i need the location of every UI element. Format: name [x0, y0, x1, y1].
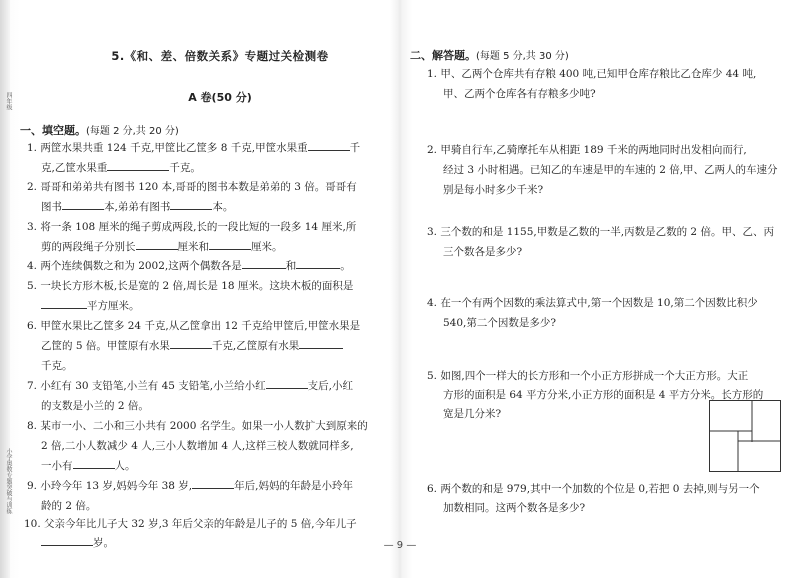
fill-question-7-line2 [41, 396, 149, 417]
q10-blank[interactable] [41, 533, 93, 546]
q5-text-2: 平方厘米。 [87, 300, 140, 312]
solve-question-6-line2: 加数相同。这两个数各是多少? [443, 502, 586, 514]
solve-question-1-line2: 甲、乙两个仓库各有存粮多少吨? [443, 88, 596, 100]
fill-heading-text: 一、填空题。 [20, 124, 86, 137]
q7-text-3: 的支数是小兰的 2 倍。 [41, 400, 149, 412]
q2-blank-1[interactable] [62, 197, 104, 210]
solve-question-3-line2: 三个数各是多少? [443, 246, 523, 258]
q5-text: 5. 一块长方形木板,长是宽的 2 倍,周长是 18 厘米。这块木板的面积是 [27, 280, 354, 292]
q1-text-tail: 千 [349, 142, 361, 154]
q3-text-4: 厘米。 [251, 241, 283, 253]
q7-text-2: 支后,小红 [307, 380, 353, 392]
q1-blank-2[interactable] [107, 158, 169, 171]
q2-text: 2. 哥哥和弟弟共有图书 120 本,哥哥的图书本数是弟弟的 3 倍。哥哥有 [27, 181, 357, 193]
q4-blank-1[interactable] [242, 256, 286, 269]
q4-text: 4. 两个连续偶数之和为 2002,这两个偶数各是 [27, 260, 242, 272]
q6-blank-2[interactable] [299, 336, 343, 349]
q8-text-2: 2 倍,二小人数减少 4 人,三小人数增加 4 人,这样三校人数就同样多, [41, 440, 354, 452]
q9-text: 9. 小玲今年 13 岁,妈妈今年 38 岁, [27, 480, 193, 492]
q8-blank[interactable] [73, 456, 115, 469]
fill-question-8-line1 [27, 416, 368, 437]
fill-question-2-line2 [41, 197, 233, 218]
q1-text-2-tail: 千克。 [169, 162, 201, 174]
solve-question-1-line1: 1. 甲、乙两个仓库共有存粮 400 吨,已知甲仓库存粮比乙仓库少 44 吨, [427, 68, 757, 80]
small-square [738, 431, 752, 441]
q8-text-4: 人。 [114, 460, 136, 472]
q10-text: 10. 父亲今年比儿子大 32 岁,3 年后父亲的年龄是儿子的 5 倍,今年儿子 [24, 518, 357, 530]
big-square [710, 401, 781, 472]
q8-text-3: 一小有 [41, 460, 73, 472]
fill-question-3-line1 [27, 217, 356, 238]
q7-blank[interactable] [266, 376, 308, 389]
solve-question-5-line1: 5. 如图,四个一样大的长方形和一个小正方形拼成一个大正方形。大正 [427, 370, 749, 382]
fill-question-5-line2 [41, 296, 140, 317]
fill-question-7-line1 [27, 376, 353, 397]
square-rectangles-figure [709, 400, 781, 472]
solve-heading-note: (每题 5 分,共 30 分) [476, 51, 569, 62]
q1-text-2: 克,乙筐水果重 [41, 162, 108, 174]
solve-question-5-line2: 方形的面积是 64 平方分米,小正方形的面积是 4 平方分米。长方形的 [443, 389, 764, 401]
side-series-label: 小学奥数专题突破与训练 [5, 448, 12, 514]
q9-text-2: 年后,妈妈的年龄是小玲年 [234, 480, 353, 492]
q9-blank[interactable] [192, 476, 234, 489]
solve-question-2-line1: 2. 甲骑自行车,乙骑摩托车从相距 189 千米的两地同时出发相向而行, [427, 144, 747, 156]
paper-a-subtitle: A 卷(50 分) [188, 91, 252, 104]
q4-text-3: 。 [340, 260, 351, 272]
q3-text-2: 剪的两段绳子分别长 [41, 241, 136, 253]
solve-heading-text: 二、解答题。 [410, 49, 476, 62]
solve-question-3-line1: 3. 三个数的和是 1155,甲数是乙数的一半,丙数是乙数的 2 倍。甲、乙、丙 [427, 226, 774, 238]
q6-text: 6. 甲筐水果比乙筐多 24 千克,从乙筐拿出 12 千克给甲筐后,甲筐水果是 [27, 320, 361, 332]
q6-text-4: 千克。 [41, 360, 73, 372]
fill-question-1-line2 [41, 158, 201, 179]
q3-text-3: 厘米和 [177, 241, 209, 253]
q6-text-2: 乙筐的 5 倍。甲筐原有水果 [41, 340, 170, 352]
solve-section-heading [410, 47, 569, 63]
fill-heading-note: (每题 2 分,共 20 分) [86, 126, 179, 137]
fill-question-4 [27, 256, 351, 277]
q1-blank-1[interactable] [308, 138, 350, 151]
q2-text-3: 本,弟弟有图书 [104, 201, 171, 213]
q5-blank[interactable] [41, 296, 87, 309]
q2-text-2: 图书 [41, 201, 62, 213]
q1-text: 1. 两筐水果共重 124 千克,甲筐比乙筐多 8 千克,甲筐水果重 [27, 142, 308, 154]
q2-blank-2[interactable] [170, 197, 212, 210]
fill-question-2-line1 [27, 177, 357, 198]
q2-text-4: 本。 [212, 201, 234, 213]
fill-question-6-line3 [41, 356, 73, 377]
solve-question-6-line1: 6. 两个数的和是 979,其中一个加数的个位是 0,若把 0 去掉,则与另一个 [427, 483, 760, 495]
q3-blank-1[interactable] [136, 237, 178, 250]
q4-blank-2[interactable] [296, 256, 340, 269]
solve-question-2-line2: 经过 3 小时相遇。已知乙的车速是甲的车速的 2 倍,甲、乙两人的车速分 [443, 164, 778, 176]
fill-question-9-line1 [27, 476, 353, 497]
fill-question-6-line1 [27, 316, 360, 337]
side-grade-label: 四年级 [5, 92, 12, 110]
page-title: 5.《和、差、倍数关系》专题过关检测卷 [111, 49, 329, 63]
q8-text: 8. 某市一小、二小和三小共有 2000 名学生。如果一小人数扩大到原来的 [27, 420, 368, 432]
fill-question-8-line3 [41, 456, 136, 477]
q7-text: 7. 小红有 30 支铅笔,小兰有 45 支铅笔,小兰给小红 [27, 380, 266, 392]
fill-question-3-line2 [41, 237, 283, 258]
fill-question-5-line1 [27, 276, 353, 297]
fill-question-10-line1 [24, 514, 357, 535]
q10-text-2: 岁。 [93, 537, 114, 549]
fill-question-10-line2 [41, 533, 114, 554]
solve-question-4-line1: 4. 在一个有两个因数的乘法算式中,第一个因数是 10,第二个因数比积少 [427, 297, 758, 309]
q9-text-3: 龄的 2 倍。 [41, 500, 97, 512]
q6-blank-1[interactable] [170, 336, 212, 349]
fill-question-8-line2 [41, 436, 354, 457]
solve-question-2-line3: 别是每小时多少千米? [443, 184, 544, 196]
q3-blank-2[interactable] [209, 237, 251, 250]
solve-question-5-line3: 宽是几分米? [443, 408, 502, 420]
fill-in-section-heading [20, 122, 179, 138]
fill-question-1-line1 [27, 138, 360, 159]
page-number: — 9 — [383, 540, 417, 551]
q3-text: 3. 将一条 108 厘米的绳子剪成两段,长的一段比短的一段多 14 厘米,所 [27, 221, 357, 233]
solve-question-4-line2: 540,第二个因数是多少? [443, 317, 557, 329]
fill-question-6-line2 [41, 336, 343, 357]
q6-text-3: 千克,乙筐原有水果 [211, 340, 300, 352]
q4-text-2: 和 [285, 260, 297, 272]
